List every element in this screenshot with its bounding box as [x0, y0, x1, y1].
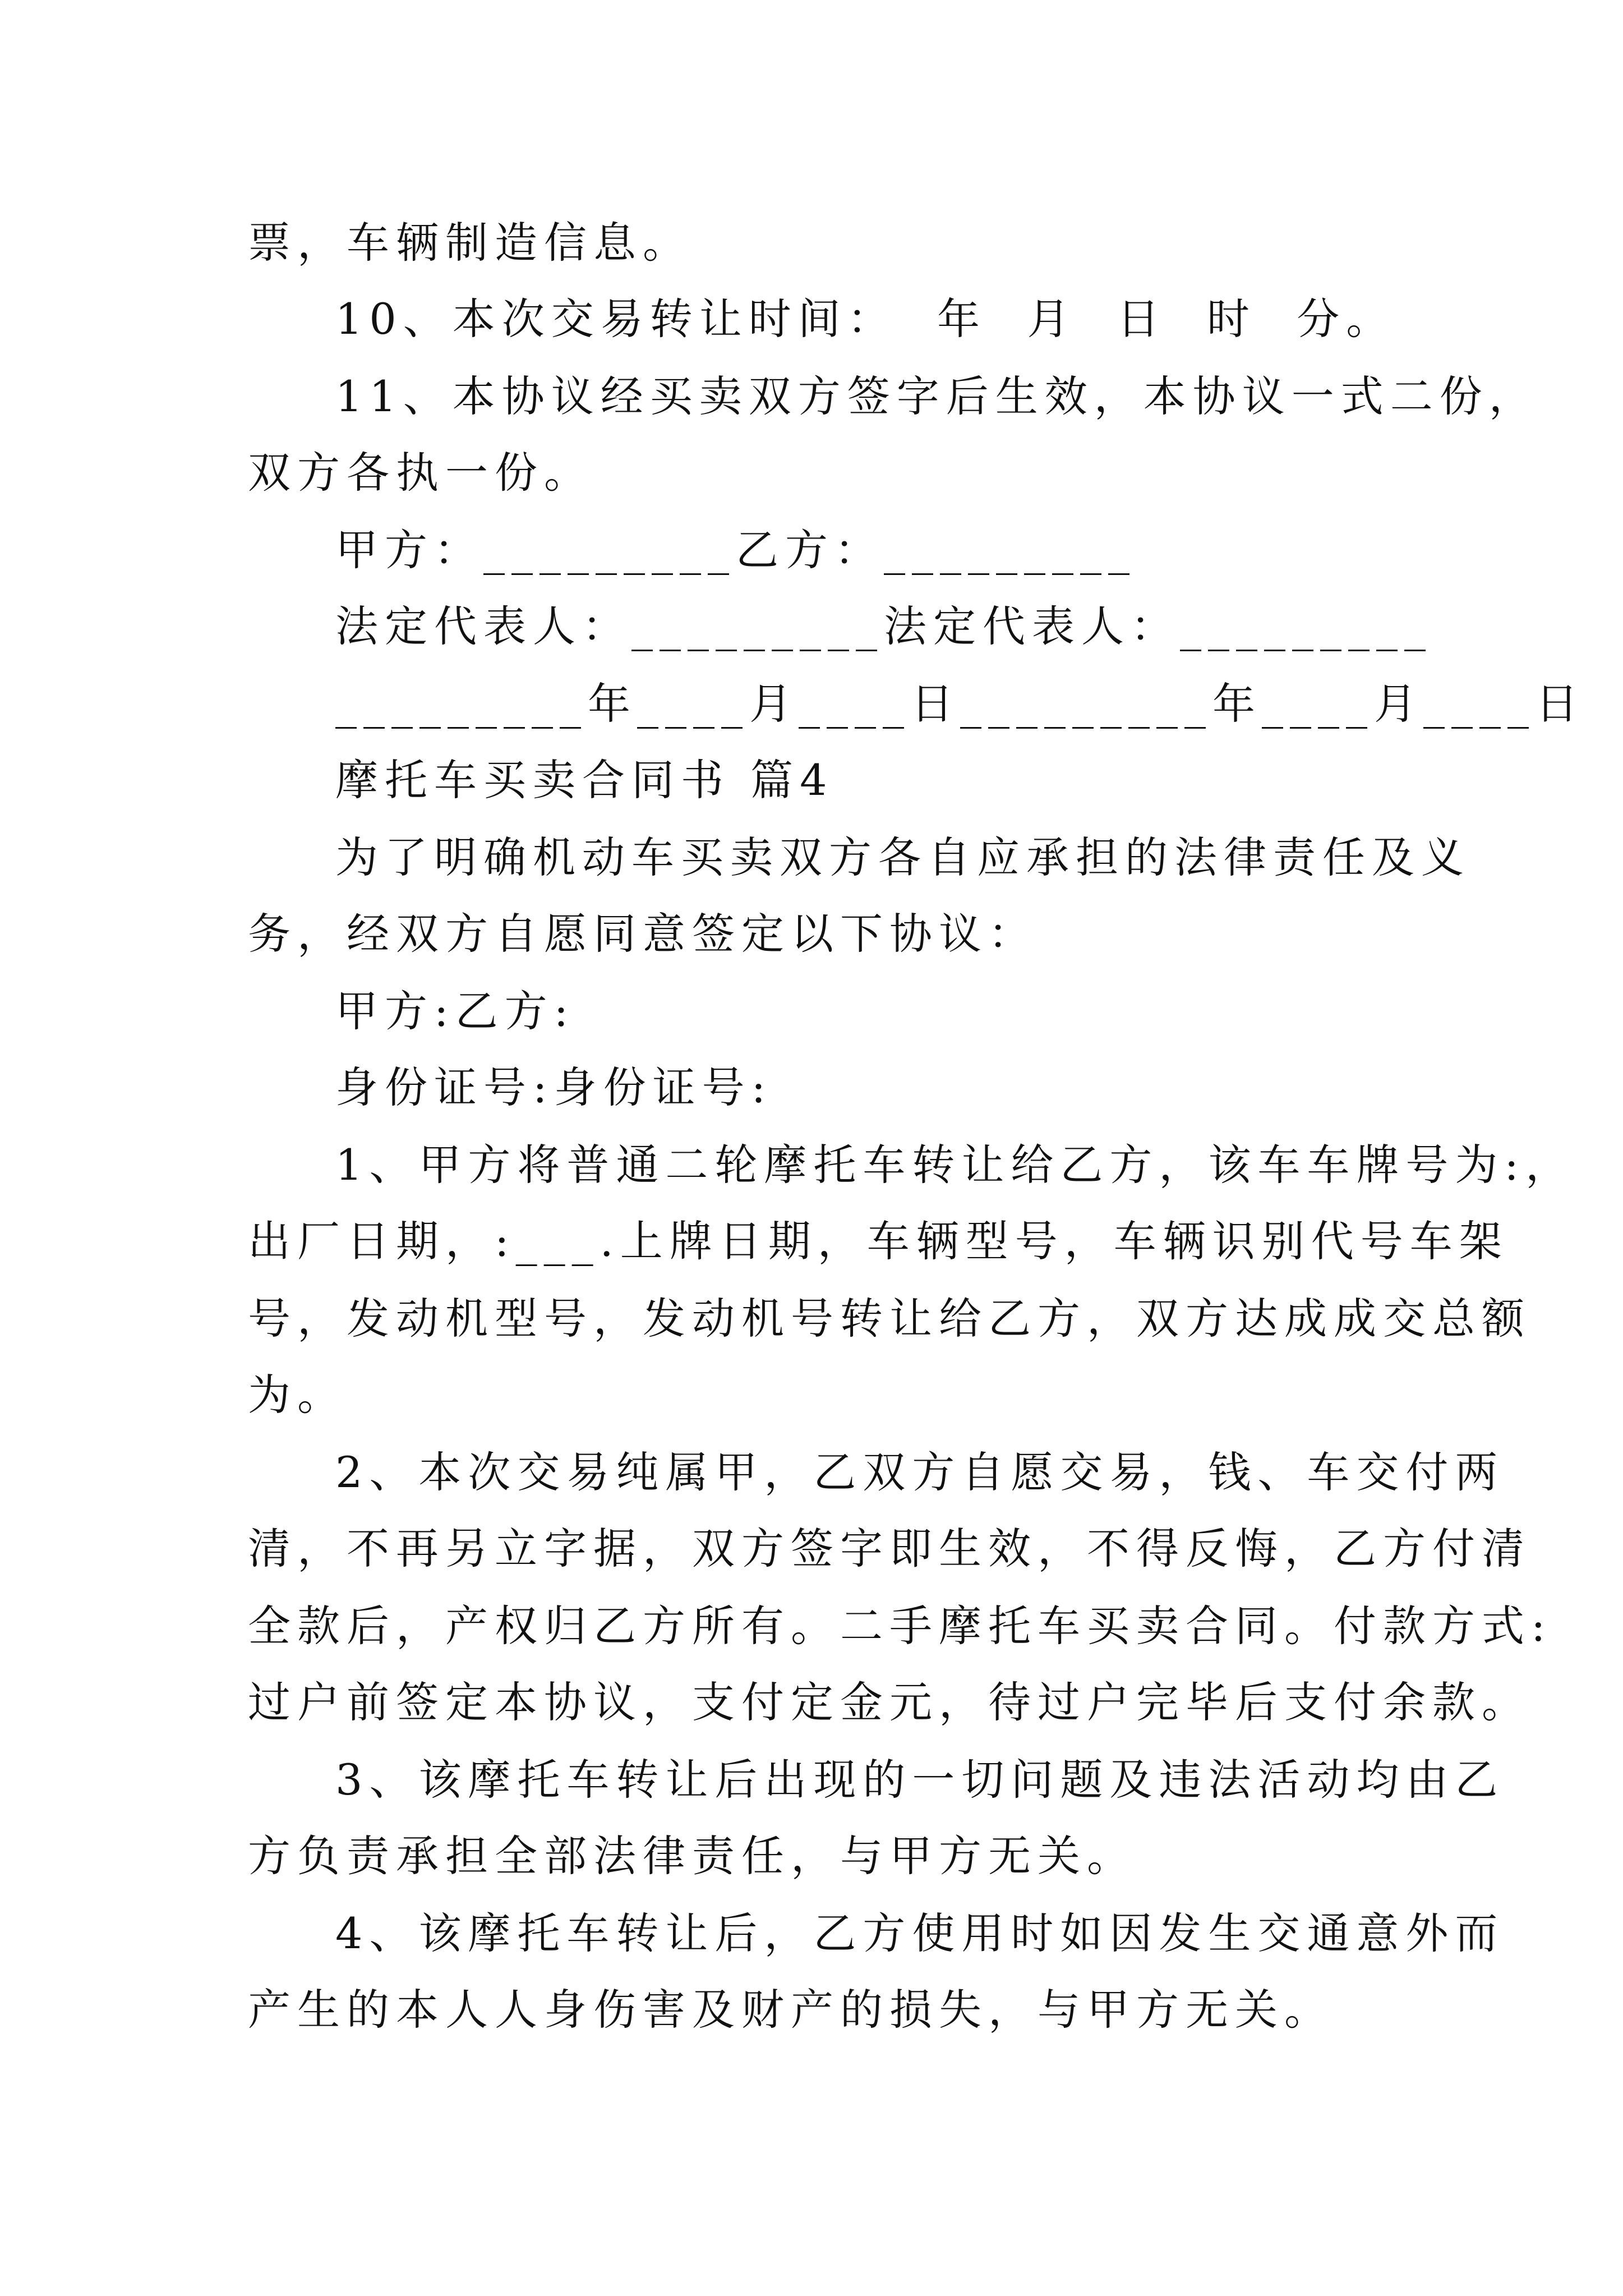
text-line: 号，发动机型号，发动机号转让给乙方，双方达成成交总额	[248, 1294, 1531, 1343]
text-line: 为。	[248, 1370, 347, 1420]
text-line: 过户前签定本协议，支付定金元，待过户完毕后支付余款。	[248, 1677, 1531, 1727]
text-line: 1、甲方将普通二轮摩托车转让给乙方，该车车牌号为:，	[335, 1140, 1575, 1190]
text-line: 11、本协议经买卖双方签字后生效，本协议一式二份，	[335, 371, 1538, 421]
text-line: 务，经双方自愿同意签定以下协议：	[248, 909, 1038, 959]
text-line: 票，车辆制造信息。	[248, 218, 692, 268]
text-line: 4、该摩托车转让后，乙方使用时如因发生交通意外而	[335, 1908, 1505, 1958]
date-line: _________年____月____日_________年____月____日	[335, 679, 1585, 729]
text-line: 方负责承担全部法律责任，与甲方无关。	[248, 1831, 1136, 1881]
section-heading: 摩托车买卖合同书 篇4	[335, 755, 834, 805]
text-line: 2、本次交易纯属甲，乙双方自愿交易，钱、车交付两	[335, 1447, 1505, 1497]
text-line: 出厂日期，:___.上牌日期，车辆型号，车辆识别代号车架	[248, 1216, 1509, 1266]
signature-line: 甲方：_________乙方：_________	[335, 525, 1136, 575]
text-line: 产生的本人人身伤害及财产的损失，与甲方无关。	[248, 1985, 1334, 2035]
text-line: 为了明确机动车买卖双方各自应承担的法律责任及义	[335, 832, 1470, 882]
text-line: 身份证号:身份证号:	[335, 1062, 773, 1112]
text-line: 10、本次交易转让时间： 年 月 日 时 分。	[335, 294, 1396, 344]
text-line: 全款后，产权归乙方所有。二手摩托车买卖合同。付款方式:	[248, 1601, 1552, 1651]
text-line: 3、该摩托车转让后出现的一切问题及违法活动均由乙	[335, 1755, 1505, 1805]
text-line: 清，不再另立字据，双方签字即生效，不得反悔，乙方付清	[248, 1524, 1531, 1573]
text-line: 双方各执一份。	[248, 448, 593, 498]
signature-line: 法定代表人：_________法定代表人：_________	[335, 601, 1432, 651]
text-line: 甲方:乙方:	[335, 986, 575, 1036]
